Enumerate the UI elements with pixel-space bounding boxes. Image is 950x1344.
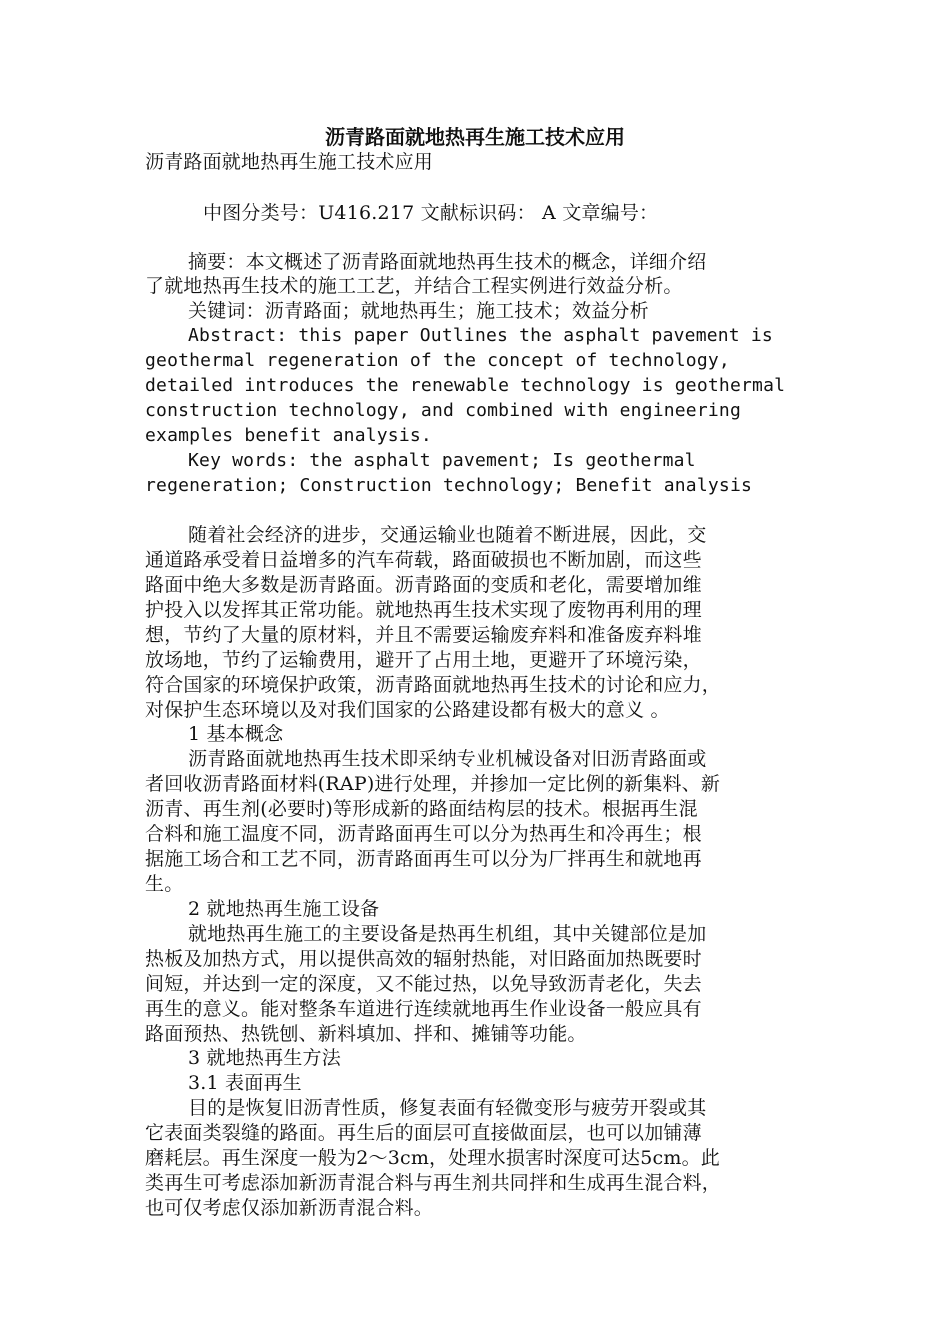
body-paragraph-line: 沥青路面就地热再生技术即采纳专业机械设备对旧沥青路面或 [188,748,707,770]
body-paragraph-line: 再生的意义。能对整条车道进行连续就地再生作业设备一般应具有 [145,998,702,1020]
body-paragraph-line: 就地热再生施工的主要设备是热再生机组，其中关键部位是加 [188,923,707,945]
body-paragraph-line: 沥青、再生剂(必要时)等形成新的路面结构层的技术。根据再生混 [145,798,698,820]
abstract-en-line: geothermal regeneration of the concept of technology, [145,350,730,371]
body-paragraph-line: 类再生可考虑添加新沥青混合料与再生剂共同拌和生成再生混合料， [145,1172,722,1194]
keywords-cn-line: 关键词：沥青路面；就地热再生；施工技术；效益分析 [188,300,649,322]
section-heading: 1 基本概念 [188,723,284,745]
body-paragraph-line: 合料和施工温度不同，沥青路面再生可以分为热再生和冷再生；根 [145,823,702,845]
body-paragraph-line: 热板及加热方式，用以提供高效的辐射热能，对旧路面加热既要时 [145,948,702,970]
abstract-en-line: examples benefit analysis. [145,425,432,446]
subsection-heading: 3.1 表面再生 [188,1072,302,1094]
body-paragraph-line: 放场地，节约了运输费用，避开了占用土地，更避开了环境污染， [145,649,702,671]
body-paragraph-line: 想，节约了大量的原材料，并且不需要运输废弃料和准备废弃料堆 [145,624,702,646]
body-paragraph-line: 路面预热、热铣刨、新料填加、拌和、摊铺等功能。 [145,1023,587,1045]
body-paragraph-line: 目的是恢复旧沥青性质，修复表面有轻微变形与疲劳开裂或其 [188,1097,707,1119]
body-paragraph-line: 通道路承受着日益增多的汽车荷载，路面破损也不断加剧，而这些 [145,549,702,571]
abstract-cn-line: 摘要：本文概述了沥青路面就地热再生技术的概念，详细介绍 [188,251,707,273]
body-paragraph-line: 间短，并达到一定的深度，又不能过热，以免导致沥青老化，失去 [145,973,702,995]
body-paragraph-line: 者回收沥青路面材料(RAP)进行处理，并掺加一定比例的新集料、新 [145,773,721,795]
body-paragraph-line: 符合国家的环境保护政策，沥青路面就地热再生技术的讨论和应力， [145,674,722,696]
abstract-en-line: detailed introduces the renewable technology is geothermal [145,375,786,396]
body-paragraph-line: 它表面类裂缝的路面。再生后的面层可直接做面层，也可以加铺薄 [145,1122,702,1144]
body-paragraph-line: 路面中绝大多数是沥青路面。沥青路面的变质和老化，需要增加维 [145,574,702,596]
document-title: 沥青路面就地热再生施工技术应用 [325,125,625,149]
abstract-cn-line: 了就地热再生技术的施工工艺，并结合工程实例进行效益分析。 [145,275,683,297]
body-paragraph-line: 也可仅考虑仅添加新沥青混合料。 [145,1197,434,1219]
classification-line: 中图分类号：U416.217 文献标识码： A 文章编号： [203,202,659,224]
body-paragraph-line: 磨耗层。再生深度一般为2～3cm，处理水损害时深度可达5cm。此 [145,1147,720,1169]
keywords-en-line: regeneration; Construction technology; Benefit analysis [145,475,753,496]
body-paragraph-line: 护投入以发挥其正常功能。就地热再生技术实现了废物再利用的理 [145,599,702,621]
body-paragraph-line: 生。 [145,873,184,895]
body-paragraph-line: 随着社会经济的进步，交通运输业也随着不断进展，因此，交 [188,524,707,546]
section-heading: 2 就地热再生施工设备 [188,898,380,920]
body-paragraph-line: 据施工场合和工艺不同，沥青路面再生可以分为厂拌再生和就地再 [145,848,702,870]
abstract-en-line: construction technology, and combined with engineering [145,400,741,421]
document-subtitle: 沥青路面就地热再生施工技术应用 [145,151,434,173]
abstract-en-line: Abstract: this paper Outlines the asphalt pavement is [188,325,773,346]
keywords-en-line: Key words: the asphalt pavement; Is geothermal [188,450,696,471]
section-heading: 3 就地热再生方法 [188,1047,341,1069]
body-paragraph-line: 对保护生态环境以及对我们国家的公路建设都有极大的意义 。 [145,699,670,721]
